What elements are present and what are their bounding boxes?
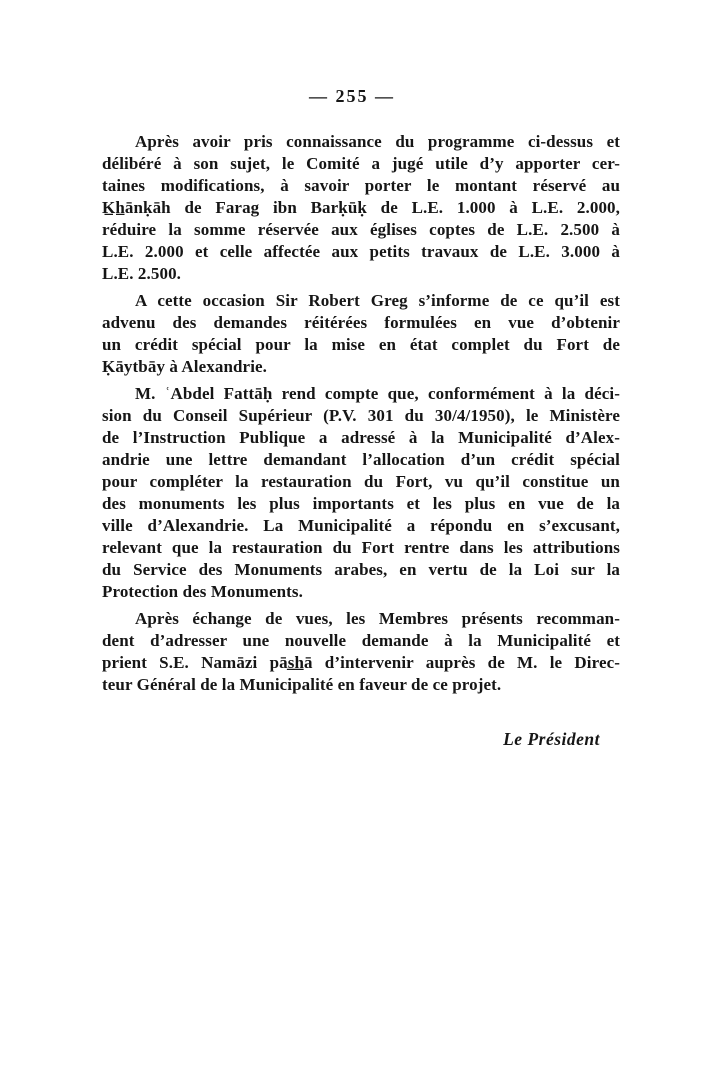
paragraph bbox=[102, 608, 620, 696]
text-line: L.E. 2.500. bbox=[102, 264, 182, 283]
signature-le-president: Le Président bbox=[503, 729, 600, 749]
text-line: Protection des Monuments. bbox=[102, 582, 303, 601]
text-line: sion du Conseil Supérieur (P.V. 301 du 30/4/1950), le Ministère bbox=[102, 406, 620, 425]
paragraph bbox=[102, 383, 620, 603]
text-line: dent d’adresser une nouvelle demande à la Municipalité et bbox=[102, 631, 620, 650]
page-number: — 255 — bbox=[309, 86, 395, 106]
text-line: ville d’Alexandrie. La Municipalité a répondu en s’excusant, bbox=[102, 516, 620, 535]
text-line: advenu des demandes réitérées formulées en vue d’obtenir bbox=[102, 313, 620, 332]
text-line: taines modifications, à savoir porter le montant réservé au bbox=[102, 176, 620, 195]
text-line: des monuments les plus importants et les plus en vue de la bbox=[102, 494, 620, 513]
text-line: Après avoir pris connaissance du programme ci-dessus et bbox=[135, 132, 620, 151]
text-line: K̲h̲ānḳāh de Farag ibn Barḳūḳ de L.E. 1.000 à L.E. 2.000, bbox=[102, 198, 620, 217]
text-line: Ḳāytbāy à Alexandrie. bbox=[102, 357, 268, 376]
paragraph bbox=[102, 290, 620, 378]
text-line: relevant que la restauration du Fort rentre dans les attributions bbox=[102, 538, 620, 557]
text-line: un crédit spécial pour la mise en état complet du Fort de bbox=[102, 335, 620, 354]
text-line: M. ʿAbdel Fattāḥ rend compte que, conformément à la déci- bbox=[135, 384, 620, 403]
text-line: réduire la somme réservée aux églises coptes de L.E. 2.500 à bbox=[102, 220, 620, 239]
text-line: pour compléter la restauration du Fort, vu qu’il constitue un bbox=[102, 472, 620, 491]
text-line: du Service des Monuments arabes, en vertu de la Loi sur la bbox=[102, 560, 620, 579]
text-line: délibéré à son sujet, le Comité a jugé utile d’y apporter cer- bbox=[102, 154, 620, 173]
paragraph bbox=[102, 131, 620, 285]
page-body bbox=[102, 131, 620, 696]
text-line: Après échange de vues, les Membres présents recomman- bbox=[135, 609, 620, 628]
text-line: de l’Instruction Publique a adressé à la Municipalité d’Alex- bbox=[102, 428, 620, 447]
text-line: teur Général de la Municipalité en faveur de ce projet. bbox=[102, 675, 502, 694]
page-content bbox=[102, 0, 620, 1082]
text-line: L.E. 2.000 et celle affectée aux petits travaux de L.E. 3.000 à bbox=[102, 242, 620, 261]
text-line: andrie une lettre demandant l’allocation d’un crédit spécial bbox=[102, 450, 620, 469]
text-line: prient S.E. Namāzi pās̲h̲ā d’intervenir auprès de M. le Direc- bbox=[102, 653, 620, 672]
text-line: A cette occasion Sir Robert Greg s’informe de ce qu’il est bbox=[135, 291, 620, 310]
